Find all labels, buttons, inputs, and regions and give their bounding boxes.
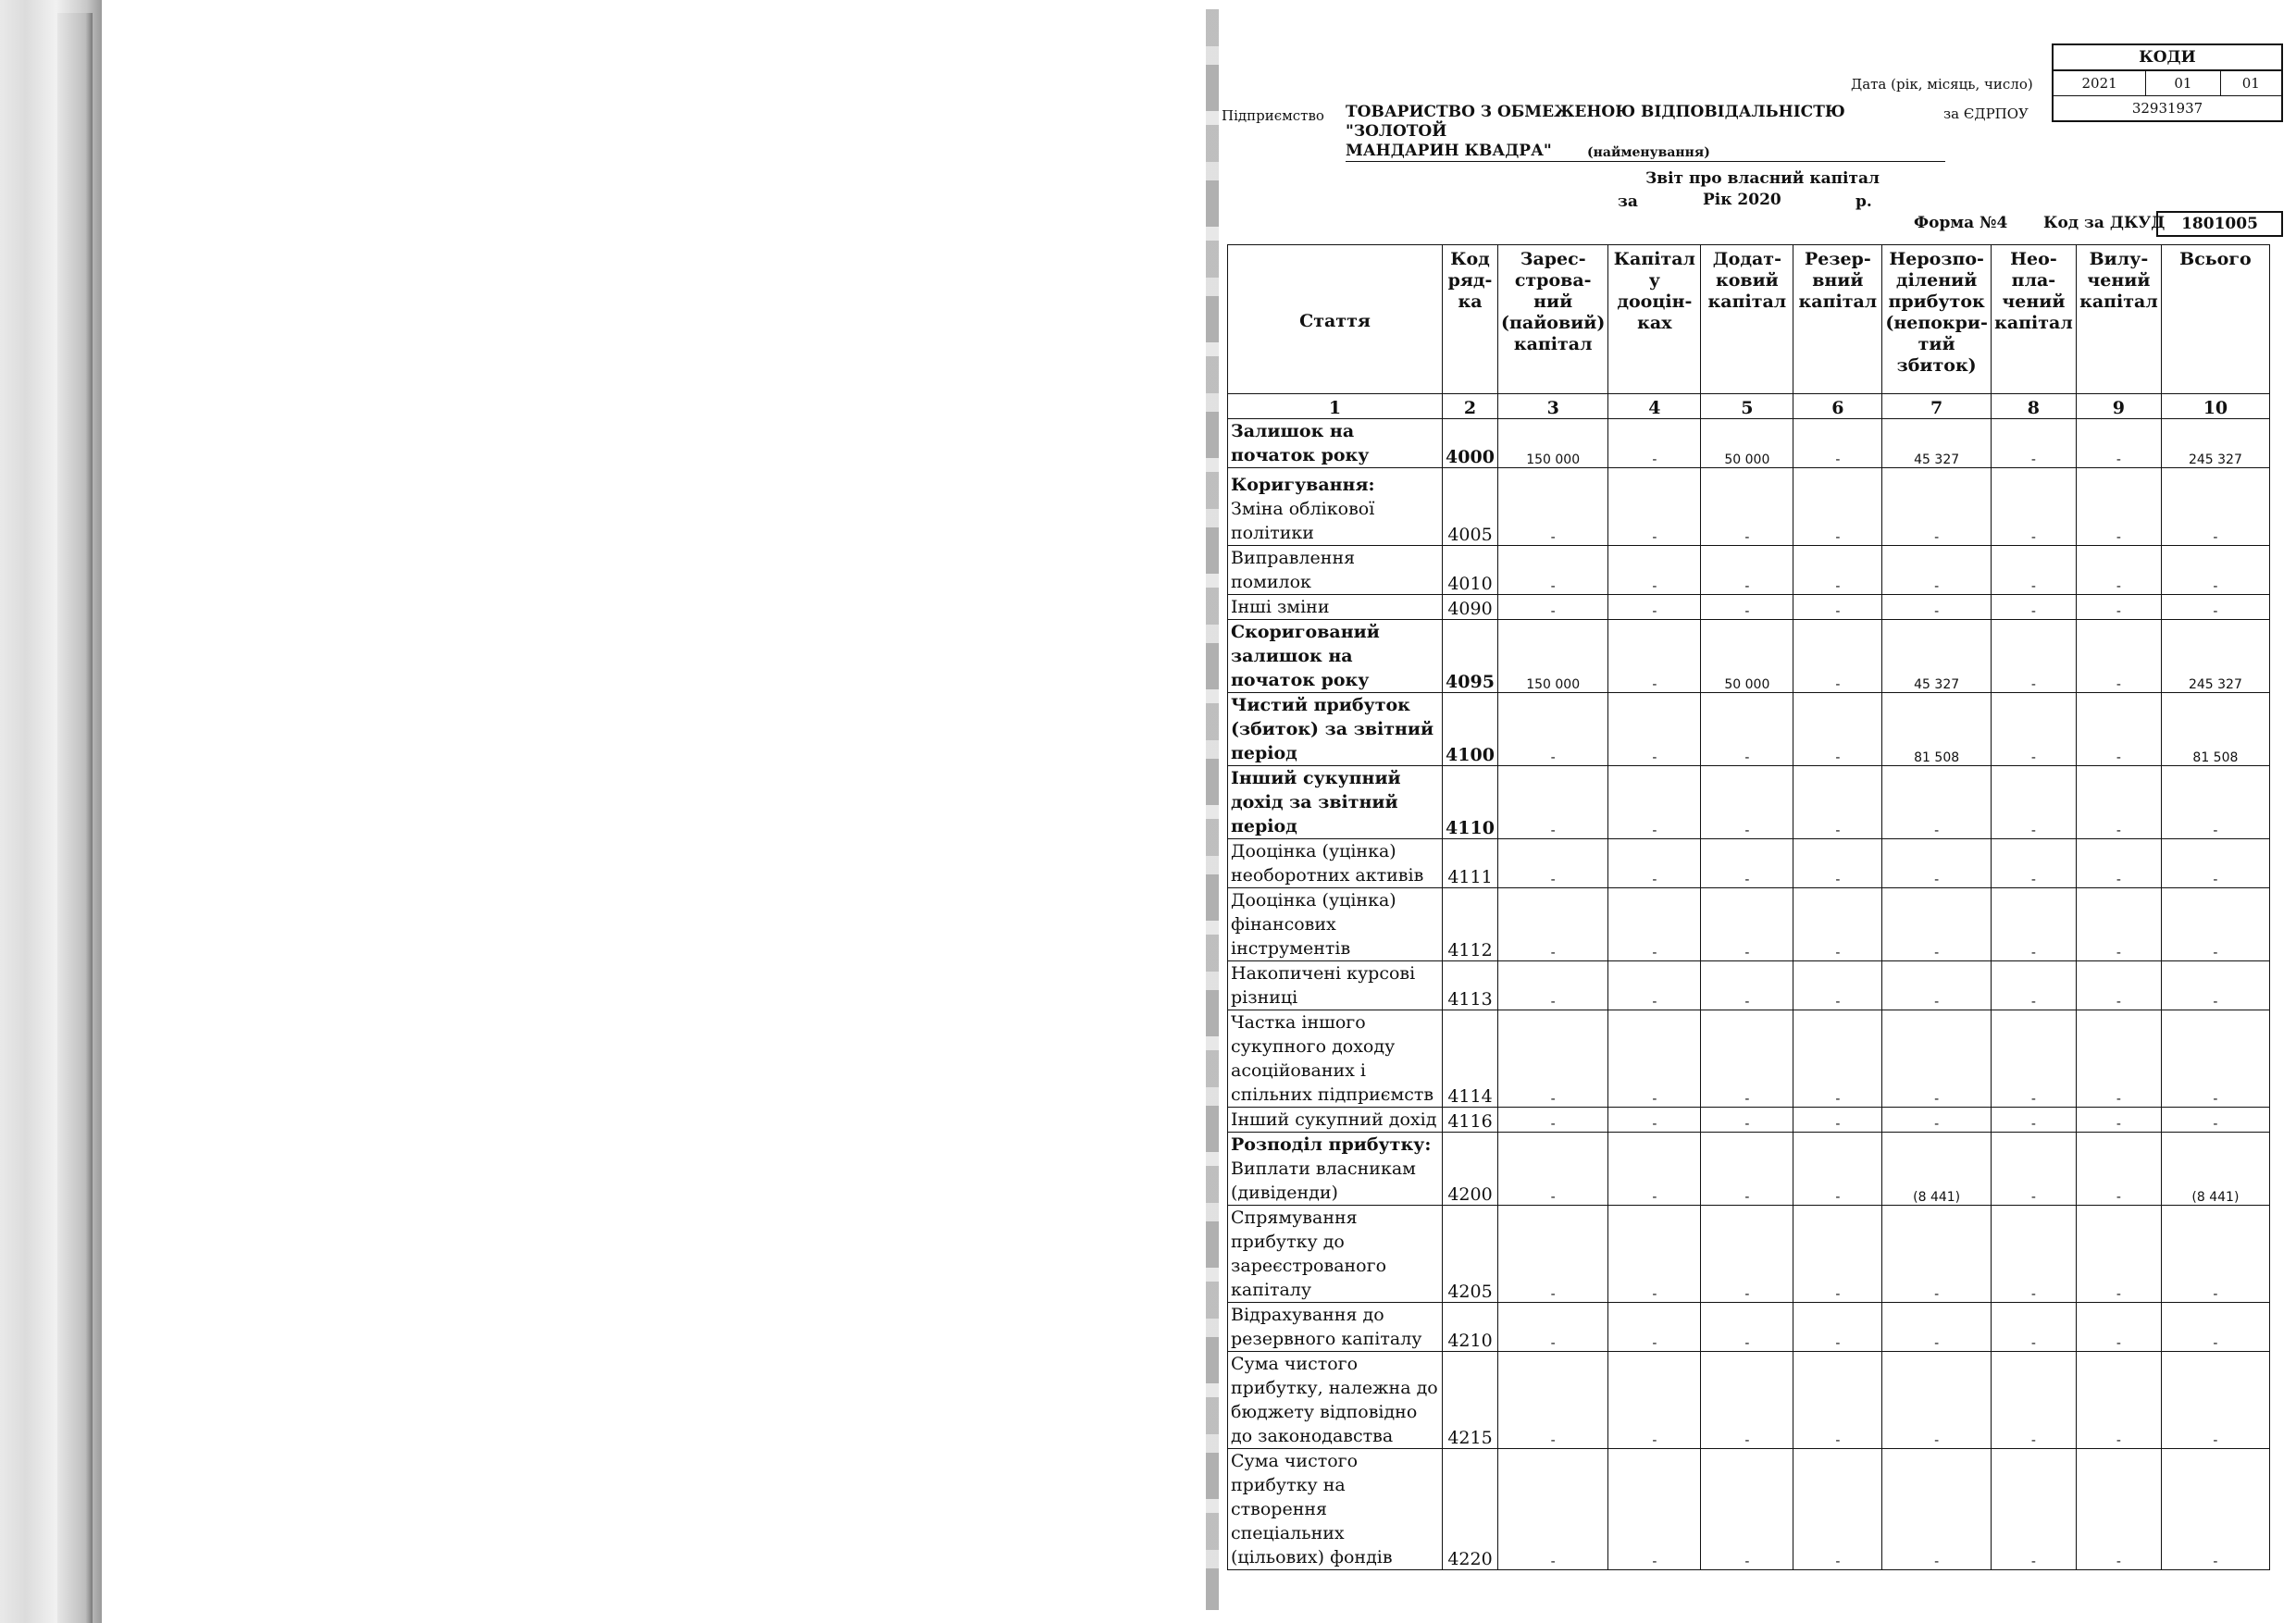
cell-value: - [1991, 888, 2076, 961]
cell-value: - [1498, 1133, 1608, 1206]
cell-value: - [1701, 839, 1793, 888]
row-section-title: Розподіл прибутку: [1231, 1134, 1432, 1155]
cell-value: - [1608, 620, 1701, 693]
row-code: 4210 [1443, 1303, 1498, 1352]
table-row [1228, 1133, 2270, 1206]
cell-value: - [1498, 693, 1608, 766]
cell-value: - [2076, 888, 2161, 961]
cell-value: - [1701, 961, 1793, 1010]
cell-value: - [2076, 1133, 2161, 1206]
cell-value: - [1991, 1133, 2076, 1206]
row-code: 4090 [1443, 595, 1498, 620]
cell-value: - [1608, 1010, 1701, 1108]
date-year: 2021 [2054, 71, 2146, 95]
column-header: Резер-вний капітал [1793, 245, 1882, 394]
cell-value: - [1793, 546, 1882, 595]
cell-value: (8 441) [2161, 1133, 2269, 1206]
row-label-text: Виплати власникам (дивіденди) [1231, 1158, 1416, 1203]
table-row [1228, 468, 2270, 546]
row-label [1228, 1133, 1443, 1206]
cell-value: - [1701, 1303, 1793, 1352]
cell-value: - [1498, 1010, 1608, 1108]
cell-value: - [1608, 546, 1701, 595]
table-row [1228, 961, 2270, 1010]
cell-value: - [1991, 468, 2076, 546]
table-row [1228, 1449, 2270, 1570]
period-value: Рік 2020 [1703, 191, 1781, 209]
cell-value: - [1793, 961, 1882, 1010]
cell-value: - [2161, 468, 2269, 546]
cell-value: - [1991, 1010, 2076, 1108]
scan-shadow [57, 13, 93, 1623]
table-body [1228, 419, 2270, 1570]
cell-value: - [2161, 1206, 2269, 1303]
cell-value: 45 327 [1882, 419, 1992, 468]
form-label: Форма №4 [1914, 214, 2008, 232]
edrpou-code: 32931937 [2131, 100, 2203, 117]
row-label: Інші зміни [1228, 595, 1443, 620]
cell-value: - [1701, 1352, 1793, 1449]
cell-value: - [1608, 1206, 1701, 1303]
cell-value: - [1793, 1449, 1882, 1570]
cell-value: 50 000 [1701, 620, 1793, 693]
edrpou-label: за ЄДРПОУ [1943, 105, 2029, 122]
cell-value: - [1498, 1108, 1608, 1133]
cell-value: - [2076, 620, 2161, 693]
codes-title: КОДИ [2054, 45, 2281, 71]
cell-value: - [1608, 1108, 1701, 1133]
cell-value: - [1608, 1303, 1701, 1352]
cell-value: - [1793, 595, 1882, 620]
row-label [1228, 468, 1443, 546]
cell-value: - [1608, 839, 1701, 888]
row-label: Чистий прибуток (збиток) за звітний період [1228, 693, 1443, 766]
cell-value: - [1608, 595, 1701, 620]
cell-value: 50 000 [1701, 419, 1793, 468]
cell-value: - [2161, 1108, 2269, 1133]
cell-value: - [1701, 1108, 1793, 1133]
cell-value: 150 000 [1498, 419, 1608, 468]
cell-value: - [1701, 468, 1793, 546]
row-code: 4110 [1443, 766, 1498, 839]
dkud-code: 1801005 [2156, 211, 2283, 237]
period-suffix: р. [1855, 192, 1872, 211]
row-label: Сума чистого прибутку, належна до бюджету відповідно до законодавства [1228, 1352, 1443, 1449]
cell-value: - [1498, 839, 1608, 888]
cell-value: - [2076, 766, 2161, 839]
table-row [1228, 839, 2270, 888]
cell-value: - [1882, 766, 1992, 839]
cell-value: - [1991, 961, 2076, 1010]
cell-value: - [2076, 419, 2161, 468]
row-code: 4215 [1443, 1352, 1498, 1449]
cell-value: - [1991, 1352, 2076, 1449]
column-number: 7 [1882, 394, 1992, 419]
cell-value: - [2161, 546, 2269, 595]
date-label: Дата (рік, місяць, число) [1851, 76, 2033, 93]
row-code: 4205 [1443, 1206, 1498, 1303]
scan-left-margin [0, 0, 102, 1623]
cell-value: - [2076, 1108, 2161, 1133]
cell-value: - [2076, 595, 2161, 620]
cell-value: - [1882, 1010, 1992, 1108]
row-label: Залишок на початок року [1228, 419, 1443, 468]
enterprise-name-line1: ТОВАРИСТВО З ОБМЕЖЕНОЮ ВІДПОВІДАЛЬНІСТЮ "ЗОЛОТОЙ [1346, 103, 1845, 141]
cell-value: - [1882, 1108, 1992, 1133]
cell-value: - [1793, 839, 1882, 888]
cell-value: - [2161, 766, 2269, 839]
cell-value: - [1793, 620, 1882, 693]
cell-value: - [1882, 1352, 1992, 1449]
column-header: Капітал у дооцін-ках [1608, 245, 1701, 394]
cell-value: - [1793, 1206, 1882, 1303]
cell-value: 150 000 [1498, 620, 1608, 693]
cell-value: - [2076, 1449, 2161, 1570]
table-row [1228, 1108, 2270, 1133]
cell-value: - [2161, 961, 2269, 1010]
cell-value: - [2076, 546, 2161, 595]
row-code: 4100 [1443, 693, 1498, 766]
cell-value: - [1498, 766, 1608, 839]
cell-value: - [2076, 961, 2161, 1010]
cell-value: - [2076, 1010, 2161, 1108]
column-number: 2 [1443, 394, 1498, 419]
cell-value: - [1608, 468, 1701, 546]
cell-value: - [2161, 1010, 2269, 1108]
cell-value: 245 327 [2161, 419, 2269, 468]
report-title: Звіт про власний капітал [1645, 169, 1880, 188]
row-code: 4200 [1443, 1133, 1498, 1206]
table-row [1228, 693, 2270, 766]
cell-value: - [1608, 1352, 1701, 1449]
cell-value: - [1793, 1352, 1882, 1449]
column-header: Зарес-строва-ний (пайовий) капітал [1498, 245, 1608, 394]
cell-value: - [1793, 693, 1882, 766]
row-code: 4112 [1443, 888, 1498, 961]
report-page [1222, 0, 2296, 1623]
cell-value: - [1991, 419, 2076, 468]
row-code: 4010 [1443, 546, 1498, 595]
equity-table [1227, 244, 2270, 1570]
table-row [1228, 546, 2270, 595]
column-number: 5 [1701, 394, 1793, 419]
cell-value: - [1991, 1449, 2076, 1570]
cell-value: - [2161, 1303, 2269, 1352]
codes-box [2052, 43, 2283, 122]
cell-value: - [1498, 595, 1608, 620]
row-code: 4005 [1443, 468, 1498, 546]
cell-value: - [1991, 546, 2076, 595]
cell-value: - [1701, 1133, 1793, 1206]
cell-value: - [1701, 766, 1793, 839]
cell-value: 81 508 [2161, 693, 2269, 766]
column-number: 9 [2076, 394, 2161, 419]
cell-value: - [2161, 839, 2269, 888]
cell-value: - [1991, 693, 2076, 766]
cell-value: - [1991, 1108, 2076, 1133]
cell-value: - [1793, 468, 1882, 546]
cell-value: - [1608, 766, 1701, 839]
cell-value: - [1701, 693, 1793, 766]
cell-value: - [1882, 839, 1992, 888]
cell-value: - [1608, 1133, 1701, 1206]
row-label: Накопичені курсові різниці [1228, 961, 1443, 1010]
row-label: Дооцінка (уцінка) фінансових інструментів [1228, 888, 1443, 961]
cell-value: 245 327 [2161, 620, 2269, 693]
cell-value: 81 508 [1882, 693, 1992, 766]
cell-value: - [2076, 1303, 2161, 1352]
row-code: 4000 [1443, 419, 1498, 468]
column-header: Стаття [1228, 245, 1443, 394]
header-row [1228, 245, 2270, 394]
cell-value: - [2161, 1352, 2269, 1449]
cell-value: - [1701, 546, 1793, 595]
cell-value: - [2076, 1206, 2161, 1303]
column-header: Всього [2161, 245, 2269, 394]
cell-value: - [2161, 888, 2269, 961]
cell-value: - [1608, 693, 1701, 766]
cell-value: 45 327 [1882, 620, 1992, 693]
cell-value: - [1882, 1303, 1992, 1352]
row-label-text: Зміна облікової політики [1231, 499, 1375, 543]
cell-value: - [1793, 1108, 1882, 1133]
table-row [1228, 595, 2270, 620]
cell-value: - [2161, 595, 2269, 620]
column-number: 8 [1991, 394, 2076, 419]
cell-value: - [1793, 1133, 1882, 1206]
cell-value: - [1701, 1449, 1793, 1570]
date-day: 01 [2241, 75, 2260, 92]
column-number: 3 [1498, 394, 1608, 419]
column-number-row [1228, 394, 2270, 419]
cell-value: - [1793, 1010, 1882, 1108]
cell-value: - [1498, 1303, 1608, 1352]
table-row [1228, 1010, 2270, 1108]
cell-value: - [1991, 766, 2076, 839]
cell-value: - [1882, 546, 1992, 595]
cell-value: - [1608, 419, 1701, 468]
cell-value: - [1498, 1449, 1608, 1570]
row-label: Відрахування до резервного капіталу [1228, 1303, 1443, 1352]
column-header: Нерозпо-ділений прибуток (непокри-тий збиток) [1882, 245, 1992, 394]
cell-value: (8 441) [1882, 1133, 1992, 1206]
name-caption: (найменування) [1587, 145, 1710, 160]
row-label: Скоригований залишок на початок року [1228, 620, 1443, 693]
row-section-title: Коригування: [1231, 475, 1375, 495]
table-row [1228, 766, 2270, 839]
table-row [1228, 888, 2270, 961]
cell-value: - [1991, 1206, 2076, 1303]
column-number: 4 [1608, 394, 1701, 419]
edrpou-row [2054, 96, 2281, 120]
cell-value: - [1701, 888, 1793, 961]
column-header: Нео-пла-чений капітал [1991, 245, 2076, 394]
cell-value: - [1882, 1449, 1992, 1570]
dkud-label: Код за ДКУД [2043, 214, 2166, 232]
cell-value: - [1793, 419, 1882, 468]
cell-value: - [1793, 888, 1882, 961]
row-code: 4220 [1443, 1449, 1498, 1570]
cell-value: - [1701, 1010, 1793, 1108]
table-row [1228, 620, 2270, 693]
table-row [1228, 1303, 2270, 1352]
enterprise-label: Підприємство [1222, 107, 1324, 124]
cell-value: - [1701, 595, 1793, 620]
binding-edge [1206, 9, 1219, 1610]
cell-value: - [1498, 888, 1608, 961]
cell-value: - [1793, 1303, 1882, 1352]
cell-value: - [1991, 1303, 2076, 1352]
date-row [2054, 71, 2281, 96]
cell-value: - [1608, 1449, 1701, 1570]
row-code: 4116 [1443, 1108, 1498, 1133]
row-label: Спрямування прибутку до зареєстрованого капіталу [1228, 1206, 1443, 1303]
column-header: Вилу-чений капітал [2076, 245, 2161, 394]
cell-value: - [1498, 1206, 1608, 1303]
cell-value: - [1882, 1206, 1992, 1303]
cell-value: - [1991, 839, 2076, 888]
table-row [1228, 419, 2270, 468]
column-number: 1 [1228, 394, 1443, 419]
cell-value: - [1991, 595, 2076, 620]
cell-value: - [2161, 1449, 2269, 1570]
row-label: Частка іншого сукупного доходу асоційованих і спільних підприємств [1228, 1010, 1443, 1108]
column-header: Додат-ковий капітал [1701, 245, 1793, 394]
cell-value: - [1498, 546, 1608, 595]
cell-value: - [1701, 1206, 1793, 1303]
cell-value: - [2076, 1352, 2161, 1449]
cell-value: - [1498, 1352, 1608, 1449]
date-month: 01 [2146, 71, 2220, 95]
row-code: 4095 [1443, 620, 1498, 693]
table-row [1228, 1352, 2270, 1449]
row-code: 4111 [1443, 839, 1498, 888]
row-code: 4113 [1443, 961, 1498, 1010]
cell-value: - [1882, 595, 1992, 620]
cell-value: - [1882, 468, 1992, 546]
row-label: Інший сукупний дохід за звітний період [1228, 766, 1443, 839]
cell-value: - [1991, 620, 2076, 693]
row-code: 4114 [1443, 1010, 1498, 1108]
cell-value: - [1793, 766, 1882, 839]
column-header: Код ряд-ка [1443, 245, 1498, 394]
table-row [1228, 1206, 2270, 1303]
cell-value: - [2076, 468, 2161, 546]
cell-value: - [2076, 693, 2161, 766]
cell-value: - [1882, 961, 1992, 1010]
row-label: Дооцінка (уцінка) необоротних активів [1228, 839, 1443, 888]
cell-value: - [1498, 468, 1608, 546]
cell-value: - [1882, 888, 1992, 961]
enterprise-name-line2: МАНДАРИН КВАДРА" [1346, 142, 1552, 160]
period-prefix: за [1618, 192, 1638, 211]
cell-value: - [2076, 839, 2161, 888]
row-label: Сума чистого прибутку на створення спеціальних (цільових) фондів [1228, 1449, 1443, 1570]
cell-value: - [1608, 888, 1701, 961]
cell-value: - [1608, 961, 1701, 1010]
column-number: 6 [1793, 394, 1882, 419]
column-number: 10 [2161, 394, 2269, 419]
row-label: Інший сукупний дохід [1228, 1108, 1443, 1133]
row-label: Виправлення помилок [1228, 546, 1443, 595]
cell-value: - [1498, 961, 1608, 1010]
